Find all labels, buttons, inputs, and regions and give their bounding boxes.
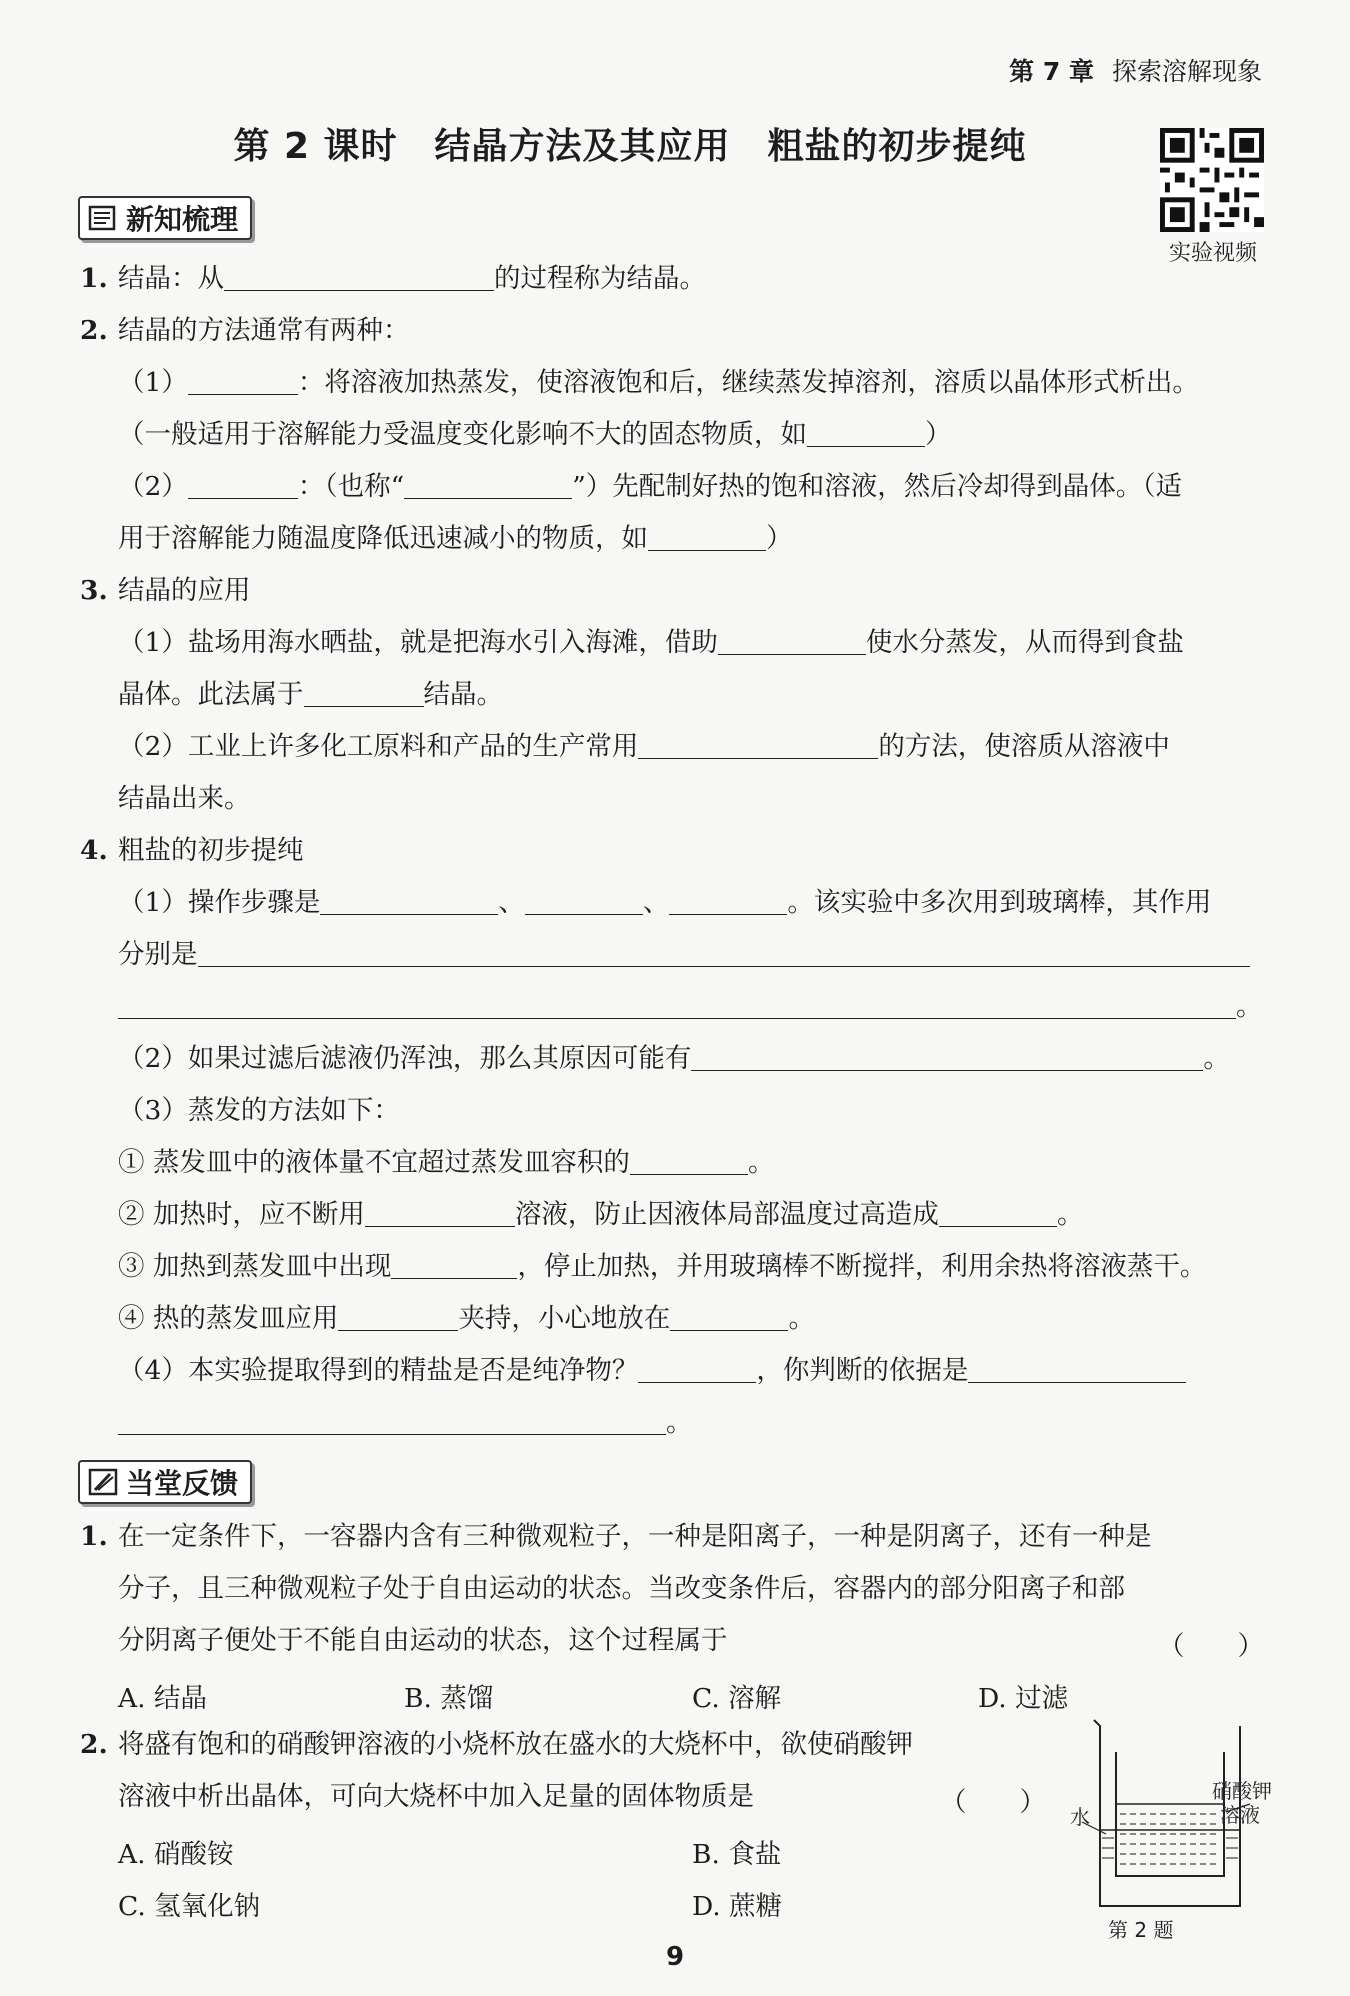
text: ：（也称“ xyxy=(297,471,405,502)
text: 用于溶解能力随温度降低迅速减小的物质，如 xyxy=(118,523,648,554)
text: 。 xyxy=(1056,1199,1084,1230)
answer-blank[interactable] xyxy=(638,732,878,759)
item-4-4-cont xyxy=(118,1406,693,1440)
text: 夹持，小心地放在 xyxy=(458,1303,671,1334)
answer-blank[interactable] xyxy=(188,368,298,395)
text: ：将溶液加热蒸发，使溶液饱和后，继续蒸发掉溶剂，溶质以晶体形式析出。 xyxy=(297,367,1199,398)
item-2 xyxy=(80,314,410,348)
answer-blank[interactable] xyxy=(525,888,643,915)
feedback-q1-line2 xyxy=(118,1572,1125,1606)
text: 结晶出来。 xyxy=(118,783,251,814)
item-4-1 xyxy=(118,886,1211,920)
text: 使水分蒸发，从而得到食盐 xyxy=(865,627,1184,658)
text: （1）盐场用海水晒盐，就是把海水引入海滩，借助 xyxy=(118,627,718,658)
text: ） xyxy=(766,523,793,554)
answer-blank[interactable] xyxy=(670,1304,788,1331)
text: 分别是 xyxy=(118,939,198,970)
text: 。 xyxy=(666,1407,693,1438)
answer-blank[interactable] xyxy=(807,420,925,447)
text: 溶液中析出晶体，可向大烧杯中加入足量的固体物质是 xyxy=(118,1781,754,1812)
text: ② 加热时，应不断用 xyxy=(118,1199,365,1230)
text: 。该实验中多次用到玻璃棒，其作用 xyxy=(787,887,1212,918)
item-4-3-1 xyxy=(118,1146,774,1180)
answer-blank[interactable] xyxy=(939,1200,1057,1227)
text: （1）操作步骤是 xyxy=(118,887,321,918)
text: 将盛有饱和的硝酸钾溶液的小烧杯放在盛水的大烧杯中，欲使硝酸钾 xyxy=(118,1729,913,1760)
text: 结晶：从 xyxy=(118,263,224,294)
feedback-q2-line2 xyxy=(118,1780,754,1814)
item-number: 1. xyxy=(80,263,108,294)
text: （4）本实验提取得到的精盐是否是纯净物？ xyxy=(118,1355,639,1386)
text: ，停止加热，并用玻璃棒不断搅拌，利用余热将溶液蒸干。 xyxy=(517,1251,1207,1282)
section-header-feedback xyxy=(78,1460,252,1504)
chapter-number: 第 7 章 xyxy=(1009,57,1094,86)
item-4-3-4 xyxy=(118,1302,815,1336)
chapter-title: 探索溶解现象 xyxy=(1111,57,1262,86)
option-c[interactable]: C. 溶解 xyxy=(692,1683,782,1714)
answer-blank[interactable] xyxy=(630,1148,748,1175)
text: （2）如果过滤后滤液仍浑浊，那么其原因可能有 xyxy=(118,1043,692,1074)
text: 、 xyxy=(498,887,525,918)
text: ① 蒸发皿中的液体量不宜超过蒸发皿容积的 xyxy=(118,1147,630,1178)
text: 结晶的应用 xyxy=(118,575,251,606)
text: ） xyxy=(925,419,952,450)
answer-blank[interactable] xyxy=(404,472,572,499)
lesson-title: 第 2 课时 结晶方法及其应用 粗盐的初步提纯 xyxy=(233,126,1027,167)
text: ”）先配制好热的饱和溶液，然后冷却得到晶体。（适 xyxy=(572,471,1182,502)
text: 溶液，防止因液体局部温度过高造成 xyxy=(514,1199,939,1230)
text: 、 xyxy=(642,887,670,918)
option-a[interactable]: A. 硝酸铵 xyxy=(118,1839,234,1870)
answer-blank[interactable] xyxy=(320,888,498,915)
text: （2） xyxy=(118,471,188,502)
text: 在一定条件下，一容器内含有三种微观粒子，一种是阳离子，一种是阴离子，还有一种是 xyxy=(118,1521,1152,1552)
item-1 xyxy=(80,262,706,296)
item-3-1-cont xyxy=(118,678,503,712)
feedback-q1-line3 xyxy=(118,1624,728,1658)
item-number: 3. xyxy=(80,575,108,606)
section-title: 当堂反馈 xyxy=(126,1467,239,1500)
text: 结晶。 xyxy=(423,679,503,710)
page-number: 9 xyxy=(665,1942,685,1972)
answer-blank[interactable] xyxy=(118,1408,666,1435)
answer-blank[interactable] xyxy=(638,1356,756,1383)
item-4-3-2 xyxy=(118,1198,1083,1232)
item-3 xyxy=(80,574,251,608)
text: ③ 加热到蒸发皿中出现 xyxy=(118,1251,392,1282)
item-number: 2. xyxy=(80,315,108,346)
text: 分子，且三种微观粒子处于自由运动的状态。当改变条件后，容器内的部分阳离子和部 xyxy=(118,1573,1125,1604)
option-b[interactable]: B. 蒸馏 xyxy=(404,1683,494,1714)
feedback-q2-line1 xyxy=(80,1728,913,1762)
feedback-q1-line1 xyxy=(80,1520,1152,1554)
item-number: 4. xyxy=(80,835,108,866)
item-4-2 xyxy=(118,1042,1230,1076)
item-4 xyxy=(80,834,304,868)
answer-paren[interactable]: （ ） xyxy=(940,1787,1046,1818)
solution-label: 溶液 xyxy=(1220,1803,1260,1827)
item-2-1 xyxy=(118,366,1199,400)
answer-blank[interactable] xyxy=(338,1304,458,1331)
figure-caption: 第 2 题 xyxy=(1108,1918,1174,1942)
book-icon xyxy=(88,204,118,232)
item-2-2-note xyxy=(118,522,793,556)
item-number: 2. xyxy=(80,1729,108,1760)
answer-blank[interactable] xyxy=(691,1044,1203,1071)
kno3-label: 硝酸钾 xyxy=(1212,1779,1272,1803)
text: 分阴离子便处于不能自由运动的状态，这个过程属于 xyxy=(118,1625,728,1656)
item-4-1-cont2 xyxy=(118,990,1263,1024)
item-4-3 xyxy=(118,1094,400,1128)
text: 晶体。此法属于 xyxy=(118,679,304,710)
item-4-4 xyxy=(118,1354,1186,1388)
item-4-1-cont xyxy=(118,938,1250,972)
answer-blank[interactable] xyxy=(718,628,866,655)
option-a[interactable]: A. 结晶 xyxy=(118,1683,207,1714)
item-2-1-note xyxy=(118,418,952,452)
text: （一般适用于溶解能力受温度变化影响不大的固态物质，如 xyxy=(118,419,807,450)
item-3-2 xyxy=(118,730,1170,764)
item-4-3-3 xyxy=(118,1250,1206,1284)
chapter-header xyxy=(1009,52,1262,88)
qr-code-icon[interactable] xyxy=(1160,128,1264,232)
pencil-icon xyxy=(88,1468,118,1496)
text: ，你判断的依据是 xyxy=(756,1355,969,1386)
text: 。 xyxy=(788,1303,815,1334)
answer-blank[interactable] xyxy=(391,1252,517,1279)
answer-blank[interactable] xyxy=(198,940,1250,967)
answer-blank[interactable] xyxy=(365,1200,515,1227)
item-3-2-cont xyxy=(118,782,251,816)
option-d[interactable]: D. 过滤 xyxy=(978,1683,1069,1714)
text: 。 xyxy=(1236,991,1263,1022)
answer-blank[interactable] xyxy=(188,472,298,499)
item-2-2 xyxy=(118,470,1182,504)
text: 。 xyxy=(1203,1043,1230,1074)
text: 。 xyxy=(747,1147,775,1178)
answer-blank[interactable] xyxy=(669,888,787,915)
beaker-diagram xyxy=(1040,1712,1280,1922)
option-d[interactable]: D. 蔗糖 xyxy=(692,1891,783,1922)
text: 的方法，使溶质从溶液中 xyxy=(878,731,1170,762)
water-label: 水 xyxy=(1070,1805,1090,1829)
section-header-knowledge xyxy=(78,196,252,240)
section-title: 新知梳理 xyxy=(126,203,239,236)
option-c[interactable]: C. 氢氧化钠 xyxy=(118,1891,261,1922)
text: （2）工业上许多化工原料和产品的生产常用 xyxy=(118,731,639,762)
qr-label: 实验视频 xyxy=(1168,241,1257,266)
item-number: 1. xyxy=(80,1521,108,1552)
option-b[interactable]: B. 食盐 xyxy=(692,1839,782,1870)
answer-blank[interactable] xyxy=(968,1356,1186,1383)
answer-blank[interactable] xyxy=(224,264,494,291)
answer-blank[interactable] xyxy=(118,992,1236,1019)
answer-blank[interactable] xyxy=(648,524,766,551)
text: 粗盐的初步提纯 xyxy=(118,835,304,866)
text: （3）蒸发的方法如下： xyxy=(118,1095,400,1126)
text: 的过程称为结晶。 xyxy=(494,263,706,294)
answer-paren[interactable]: （ ） xyxy=(1158,1631,1264,1662)
text: （1） xyxy=(118,367,188,398)
text: ④ 热的蒸发皿应用 xyxy=(118,1303,339,1334)
text: 结晶的方法通常有两种： xyxy=(118,315,410,346)
answer-blank[interactable] xyxy=(304,680,424,707)
item-3-1 xyxy=(118,626,1184,660)
